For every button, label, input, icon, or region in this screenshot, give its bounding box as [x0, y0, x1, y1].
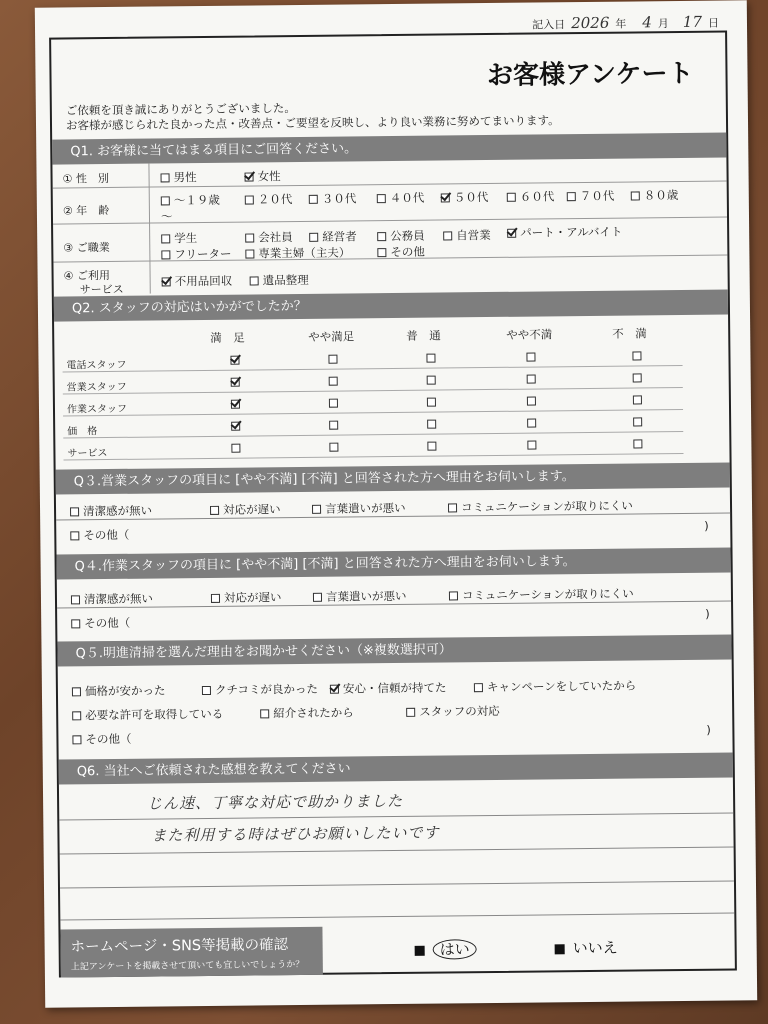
publish-confirm-subtitle: 上記アンケートを掲載させて頂いても宜しいでしょうか？ [70, 959, 305, 973]
q3-other-close: ) [704, 518, 709, 533]
q5-reason-1[interactable] [202, 681, 318, 698]
checkbox[interactable] [567, 192, 576, 201]
checkbox[interactable] [260, 709, 269, 718]
job-option-6[interactable] [161, 246, 231, 263]
option-label: 公務員 [390, 228, 425, 244]
q5-reason-4[interactable] [72, 706, 223, 724]
checkbox[interactable] [474, 683, 483, 692]
option-label: 対応が遅い [223, 590, 282, 605]
option-label: 清潔感が無い [82, 503, 153, 519]
checkbox[interactable] [448, 503, 457, 512]
option-label: パート・アルバイト [520, 224, 623, 240]
checkbox[interactable] [70, 531, 79, 540]
publish-confirm-title: ホームページ・SNS等掲載の確認 [70, 937, 289, 956]
q5-reason-3[interactable] [474, 677, 636, 695]
checkbox[interactable] [507, 193, 516, 202]
q2-rating-checkbox[interactable] [633, 373, 642, 382]
q3-reason-2[interactable] [312, 500, 406, 517]
checkbox[interactable] [406, 708, 415, 717]
q5-reason-2[interactable] [330, 679, 447, 696]
age-option-2[interactable] [309, 190, 357, 206]
q5-options [35, 0, 747, 7]
checkbox[interactable] [443, 231, 452, 240]
age-options [35, 0, 747, 7]
option-label: 価格が安かった [84, 683, 166, 699]
checkbox[interactable] [377, 232, 386, 241]
option-label: 不用品回収 [174, 273, 233, 289]
age-option-7[interactable] [631, 187, 679, 203]
option-label: 清潔感が無い [83, 591, 154, 607]
q2-rating-checkbox[interactable] [329, 377, 338, 386]
q4-other[interactable] [71, 615, 130, 632]
entry-date [532, 13, 719, 33]
age-option-0[interactable] [161, 192, 220, 209]
q1-gender-label: ① 性 別 [62, 171, 110, 186]
q2-rating-checkbox[interactable] [633, 417, 642, 426]
checkbox[interactable] [441, 193, 450, 202]
gender-option-male[interactable] [160, 169, 196, 185]
checkbox[interactable] [245, 249, 254, 258]
q2-rating-checkbox[interactable] [427, 442, 436, 451]
age-option-6[interactable] [567, 188, 615, 204]
option-label: ６０代 [519, 189, 555, 204]
job-option-0[interactable] [161, 230, 197, 246]
option-label: コミュニケーションが取りにくい [460, 498, 633, 515]
option-label: 必要な許可を取得している [85, 706, 224, 723]
service-option-estate[interactable] [250, 272, 309, 289]
q3-options [35, 0, 747, 7]
option-label: 男性 [173, 170, 197, 185]
q2-rating-grid [35, 0, 747, 7]
q2-rating-checkbox[interactable] [427, 420, 436, 429]
option-label: 言葉遣いが悪い [324, 500, 406, 516]
checkbox[interactable] [250, 276, 259, 285]
option-label: その他 [390, 244, 425, 260]
option-label: クチコミが良かった [214, 681, 319, 697]
checkbox[interactable] [210, 506, 219, 515]
q2-rating-checkbox[interactable] [329, 443, 338, 452]
option-label: ７０代 [579, 188, 615, 204]
checkbox[interactable] [309, 233, 318, 242]
q3-other[interactable] [70, 527, 129, 544]
date-day-unit: 日 [707, 16, 720, 30]
checkbox[interactable] [72, 735, 81, 744]
q4-other-close: ) [705, 606, 710, 621]
q2-row-label: サービス [67, 448, 108, 460]
q2-column-header: 不 満 [612, 326, 647, 341]
intro-line-2: お客様が感じられた良かった点・改善点・ご要望を反映し、より良い業務に努めてまいります。 [65, 113, 560, 133]
publish-confirm-box [60, 927, 322, 978]
option-label: 紹介されたから [273, 705, 354, 721]
intro-line-1: ご依頼を頂き誠にありがとうございました。 [65, 101, 296, 118]
date-year-unit: 年 [615, 17, 627, 31]
q2-rating-checkbox[interactable] [427, 398, 436, 407]
checkbox[interactable] [71, 595, 80, 604]
publish-yes-label: はい [433, 939, 477, 959]
job-option-3[interactable] [377, 228, 425, 244]
q2-rating-checkbox[interactable] [633, 439, 642, 448]
option-label: 対応が遅い [222, 502, 281, 517]
option-label: その他（ [84, 615, 131, 631]
q2-rating-checkbox[interactable] [328, 355, 337, 364]
checkbox[interactable] [72, 711, 81, 720]
checkbox[interactable] [70, 507, 79, 516]
checkbox[interactable] [161, 250, 170, 259]
q3-reason-3[interactable] [448, 498, 633, 516]
date-year: 2026 [571, 13, 610, 33]
gender-option-female[interactable] [244, 168, 280, 184]
service-option-disposal[interactable] [162, 273, 233, 290]
q2-rating-checkbox[interactable] [632, 351, 641, 360]
survey-sheet [35, 0, 757, 1007]
checkbox[interactable] [313, 593, 322, 602]
q2-column-header: 満 足 [210, 330, 245, 345]
checkbox[interactable] [377, 248, 386, 257]
q2-rating-checkbox[interactable] [231, 422, 240, 431]
q2-column-header: やや不満 [506, 327, 553, 342]
q2-column-header: やや満足 [308, 329, 355, 344]
checkbox[interactable] [507, 229, 516, 238]
checkbox[interactable] [377, 194, 386, 203]
option-label: ４０代 [389, 190, 425, 206]
q2-column-header: 普 通 [406, 328, 441, 343]
checkbox[interactable] [161, 196, 170, 205]
q2-rating-checkbox[interactable] [526, 353, 535, 362]
q6-answer-line-1: じん速、丁寧な対応で助かりました [147, 791, 404, 813]
option-label: キャンペーンをしていたから [486, 678, 637, 695]
q4-reason-3[interactable] [449, 586, 634, 604]
checkbox[interactable] [309, 195, 318, 204]
checkbox[interactable] [312, 505, 321, 514]
q3-reason-1[interactable] [210, 501, 281, 518]
option-label: ８０歳 [643, 188, 679, 203]
checkbox[interactable] [161, 234, 170, 243]
option-label: 自営業 [456, 227, 491, 243]
q5-reason-0[interactable] [72, 682, 166, 699]
checkbox[interactable] [211, 594, 220, 603]
date-month-unit: 月 [657, 17, 669, 31]
option-label: コミュニケーションが取りにくい [461, 586, 634, 603]
age-overflow: ～ [160, 209, 173, 224]
q5-other[interactable] [72, 731, 131, 748]
q2-row-label: 価 格 [67, 426, 98, 438]
publish-no-label: いいえ [572, 938, 618, 958]
job-option-4[interactable] [443, 227, 491, 243]
q2-row-label: 作業スタッフ [66, 403, 128, 416]
q5-reason-6[interactable] [406, 703, 500, 720]
checkbox[interactable] [72, 687, 81, 696]
age-option-5[interactable] [507, 188, 555, 204]
option-label: その他（ [83, 527, 130, 543]
q2-rating-checkbox[interactable] [527, 419, 536, 428]
option-label: ～１９歳 [173, 192, 220, 208]
date-month: 4 [642, 13, 652, 32]
checkbox[interactable] [202, 686, 211, 695]
option-label: ５０代 [453, 190, 489, 205]
job-option-1[interactable] [245, 229, 293, 245]
checkbox[interactable] [161, 173, 170, 182]
checkbox[interactable] [245, 172, 254, 181]
date-day: 17 [682, 12, 703, 31]
survey-title: お客様アンケート [486, 58, 694, 92]
q4-options [35, 0, 747, 7]
q2-rating-checkbox[interactable] [329, 421, 338, 430]
option-label: 学生 [174, 231, 198, 246]
option-label: 女性 [257, 169, 281, 184]
q2-rating-checkbox[interactable] [231, 444, 240, 453]
q2-row-label: 電話スタッフ [66, 359, 127, 372]
option-label: 言葉遣いが悪い [325, 588, 407, 604]
option-label: 会社員 [258, 230, 293, 245]
checkbox[interactable] [245, 195, 254, 204]
option-label: 経営者 [322, 229, 357, 244]
q3-reason-0[interactable] [70, 503, 152, 520]
checkbox[interactable] [245, 233, 254, 242]
q2-rating-checkbox[interactable] [426, 354, 435, 363]
q2-rating-checkbox[interactable] [231, 378, 240, 387]
q6-answer-line-2: また利用する時はぜひお願いしたいです [151, 823, 440, 845]
q2-rating-checkbox[interactable] [329, 399, 338, 408]
q1-age-label: ② 年 齢 [62, 203, 110, 218]
q1-job-label: ③ ご職業 [63, 240, 110, 255]
square-bullet-icon [555, 944, 565, 954]
q6-heading: Q6. 当社へご依頼された感想を教えてください [59, 752, 733, 784]
job-option-5[interactable] [507, 224, 622, 241]
job-option-2[interactable] [309, 228, 357, 244]
q4-reason-1[interactable] [211, 589, 282, 606]
q1-service-label-2: サービス [79, 282, 124, 297]
option-label: 遺品整理 [262, 272, 309, 288]
q2-rating-checkbox[interactable] [231, 400, 240, 409]
q2-rating-checkbox[interactable] [633, 395, 642, 404]
q2-rating-checkbox[interactable] [527, 375, 536, 384]
job-option-7[interactable] [245, 244, 350, 261]
age-option-3[interactable] [377, 190, 425, 206]
q2-rating-checkbox[interactable] [230, 356, 239, 365]
checkbox[interactable] [330, 685, 339, 694]
option-label: ３０代 [321, 191, 357, 206]
q5-heading: Q５.明進清掃を選んだ理由をお聞かせください（※複数選択可） [57, 634, 731, 666]
date-label: 記入日 [532, 18, 566, 32]
q5-reason-5[interactable] [260, 704, 354, 721]
q2-rating-checkbox[interactable] [527, 441, 536, 450]
q4-reason-2[interactable] [313, 588, 407, 605]
q2-row-label: 営業スタッフ [66, 381, 127, 394]
q1-service-label-1: ④ ご利用 [63, 268, 111, 283]
option-label: 安心・信頼が持てた [342, 680, 447, 696]
option-label: フリーター [174, 246, 232, 262]
option-label: その他（ [85, 731, 132, 747]
q4-reason-0[interactable] [71, 591, 153, 608]
square-bullet-icon [415, 945, 425, 955]
q2-heading: Q2. スタッフの対応はいかがでしたか？ [54, 290, 728, 322]
q2-rating-checkbox[interactable] [427, 376, 436, 385]
q2-rating-checkbox[interactable] [527, 397, 536, 406]
q4-heading: Q４.作業スタッフの項目に [やや不満] [不満] と回答された方へ理由をお伺いします。 [57, 547, 731, 579]
checkbox[interactable] [162, 277, 171, 286]
option-label: 専業主婦（主夫） [258, 245, 351, 261]
checkbox[interactable] [449, 591, 458, 600]
publish-yes-option[interactable] [415, 938, 477, 960]
option-label: スタッフの対応 [419, 703, 500, 719]
age-option-4[interactable] [441, 189, 489, 205]
intro-text [66, 98, 560, 133]
checkbox[interactable] [631, 191, 640, 200]
age-option-1[interactable] [245, 191, 293, 207]
q3-heading: Q３.営業スタッフの項目に [やや不満] [不満] と回答された方へ理由をお伺いします。 [56, 463, 730, 495]
job-options [35, 0, 747, 7]
option-label: ２０代 [257, 192, 293, 207]
publish-no-option[interactable] [555, 937, 618, 959]
q5-other-close: ) [706, 722, 711, 737]
checkbox[interactable] [71, 619, 80, 628]
job-option-8[interactable] [377, 244, 425, 260]
q1-heading: Q1. お客様に当てはまる項目にご回答ください。 [52, 133, 726, 165]
